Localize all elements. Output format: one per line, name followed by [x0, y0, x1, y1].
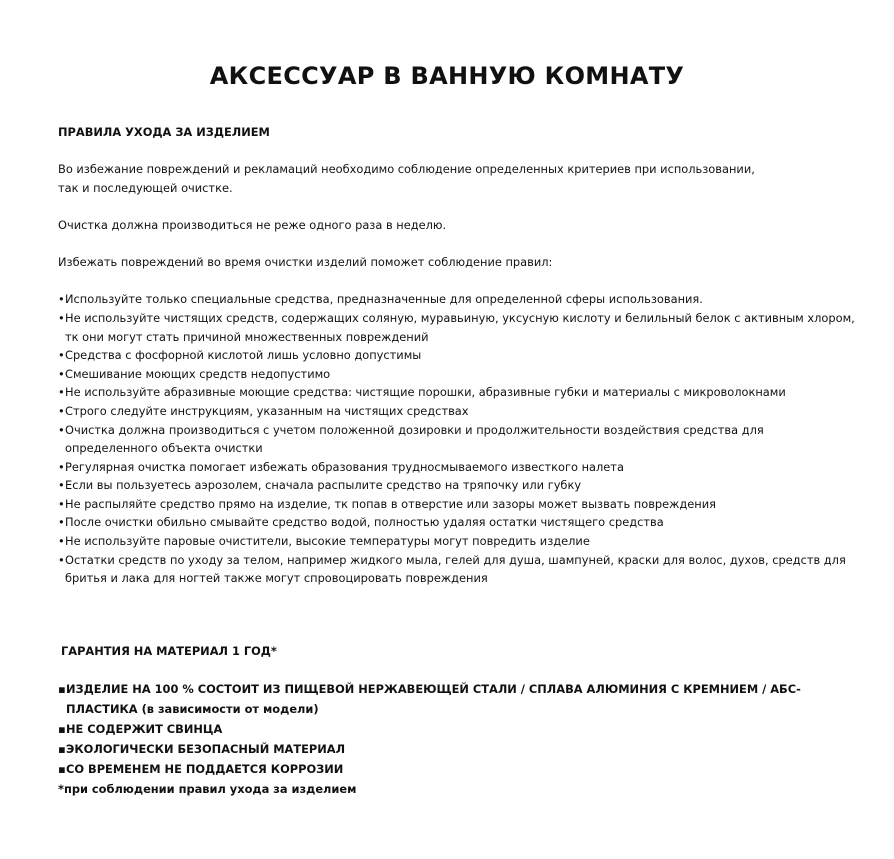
intro-line-2: так и последующей очистке. [58, 180, 233, 195]
care-rule: • Не распыляйте средство прямо на изделие, тк попав в отверстие или зазоры может вызвать повреждения [58, 495, 858, 514]
care-rule: • Остатки средств по уходу за телом, например жидкого мыла, гелей для душа, шампуней, краски для волос, духов, средств для бритья и лака для ногтей также могут спровоцировать повреждения [58, 551, 858, 588]
care-rule: • Не используйте чистящих средств, содержащих соляную, муравьиную, уксусную кислоту и белильный белок с активным хлором, тк они могут стать причиной множественных повреждений [58, 309, 858, 346]
warranty-heading: ГАРАНТИЯ НА МАТЕРИАЛ 1 ГОД* [61, 643, 277, 658]
rules-lead: Избежать повреждений во время очистки изделий поможет соблюдение правил: [58, 255, 553, 270]
care-rule: • Средства с фосфорной кислотой лишь условно допустимы [58, 346, 858, 365]
intro-line-1: Во избежание повреждений и рекламаций необходимо соблюдение определенных критериев при использовании, [58, 162, 755, 177]
cleaning-frequency: Очистка должна производиться не реже одного раза в неделю. [58, 217, 447, 232]
care-rule: • Не используйте абразивные моющие средства: чистящие порошки, абразивные губки и материалы с микроволокнами [58, 383, 858, 402]
content [58, 123, 858, 799]
care-rule: • После очистки обильно смывайте средство водой, полностью удаляя остатки чистящего средства [58, 513, 858, 532]
warranty-item: ▪ ИЗДЕЛИЕ НА 100 % СОСТОИТ ИЗ ПИЩЕВОЙ НЕРЖАВЕЮЩЕЙ СТАЛИ / СПЛАВА АЛЮМИНИЯ С КРЕМНИЕМ / АБС-ПЛАСТИКА (в зависимости от модели) [58, 679, 858, 719]
warranty-list [58, 679, 858, 779]
care-heading: ПРАВИЛА УХОДА ЗА ИЗДЕЛИЕМ [58, 125, 270, 139]
care-rule: • Не используйте паровые очистители, высокие температуры могут повредить изделие [58, 532, 858, 551]
warranty-item: ▪ НЕ СОДЕРЖИТ СВИНЦА [58, 719, 858, 739]
care-rule: • Если вы пользуетесь аэрозолем, сначала распылите средство на тряпочку или губку [58, 476, 858, 495]
warranty-item: ▪ ЭКОЛОГИЧЕСКИ БЕЗОПАСНЫЙ МАТЕРИАЛ [58, 739, 858, 759]
care-rule: • Смешивание моющих средств недопустимо [58, 365, 858, 384]
warranty-item: ▪ СО ВРЕМЕНЕМ НЕ ПОДДАЕТСЯ КОРРОЗИИ [58, 759, 858, 779]
care-rule: • Очистка должна производиться с учетом положенной дозировки и продолжительности воздействия средства для определенного объекта очистки [58, 421, 858, 458]
care-rule: • Используйте только специальные средства, предназначенные для определенной сферы использования. [58, 290, 858, 309]
page-title: АКСЕССУАР В ВАННУЮ КОМНАТУ [209, 62, 685, 90]
care-rule: • Строго следуйте инструкциям, указанным на чистящих средствах [58, 402, 858, 421]
care-rule: • Регулярная очистка помогает избежать образования трудносмываемого известкого налета [58, 458, 858, 477]
warranty-note: *при соблюдении правил ухода за изделием [58, 782, 357, 797]
care-rules-list [58, 290, 858, 588]
